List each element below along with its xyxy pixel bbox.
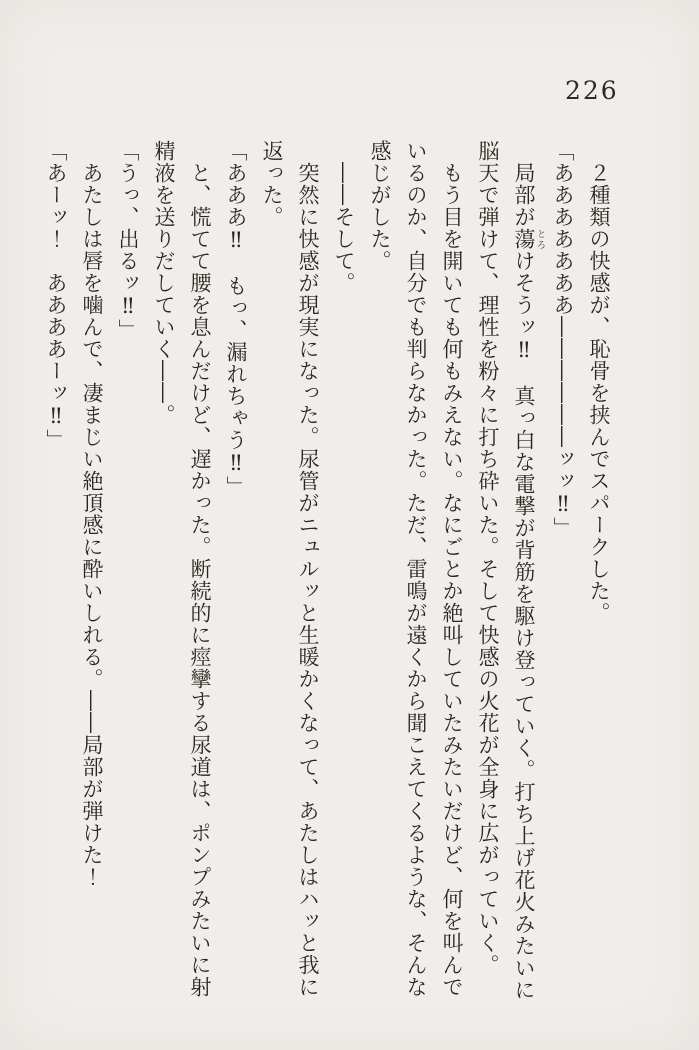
text-block [44, 140, 617, 1012]
paragraph: ２種類の快感が、恥骨を挟んでスパークした。 [587, 162, 611, 624]
paragraph: 「あああ‼ もっ、漏れちゃう‼」 [224, 140, 248, 498]
paragraph: 「あーッ！ ああああーッ‼」 [44, 140, 68, 451]
paragraph: 「うっ、出るッ‼」 [116, 140, 140, 341]
page-number: 226 [565, 76, 619, 105]
ruby-annotated-word: 蕩 とろ [512, 228, 545, 250]
paragraph: もう目を開いても何もみえない。なにごとか絶叫していたみたいだけど、何を叫んでいるのか、自分でも判らなかった。ただ、雷鳴が遠くから聞こえてくるような、そんな感じがした。 [368, 140, 464, 998]
paragraph: と、慌てて腰を息んだけど、遅かった。断続的に痙攣する尿道は、ポンプみたいに射精液を送りだしていく――。 [152, 140, 212, 998]
paragraph: 局部が蕩 とろけそうッ‼ 真っ白な電撃が背筋を駆け登っていく。打ち上げ花火みたいに脳天で弾けて、理性を粉々に打ち砕いた。そして快感の火花が全身に広がっていく。 [476, 140, 545, 1001]
paragraph: あたしは唇を噛んで、凄まじい絶頂感に酔いしれる。――局部が弾けた！ [80, 162, 104, 888]
paragraph: 「あああああああ――――――ッッ‼」 [551, 140, 575, 539]
paragraph: 突然に快感が現実になった。尿管がニュルッと生暖かくなって、あたしはハッと我に返った。 [260, 140, 320, 998]
paragraph: ――そして。 [332, 162, 356, 294]
